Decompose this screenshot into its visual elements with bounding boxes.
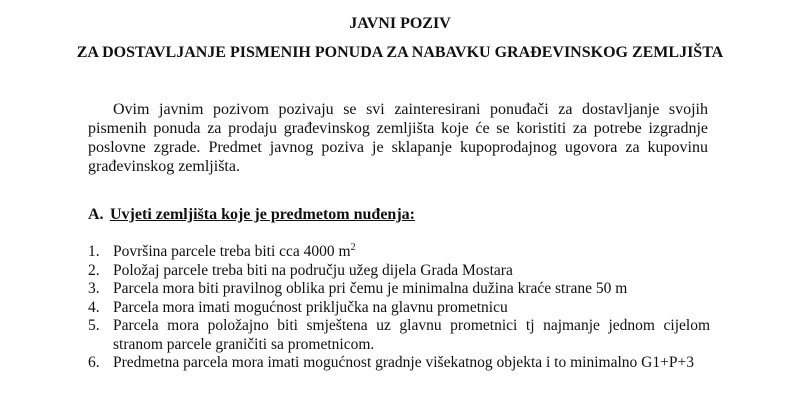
list-item-number: 2.: [88, 261, 100, 279]
list-item-text: Položaj parcele treba biti na području užeg dijela Grada Mostara: [113, 261, 513, 279]
list-item-number: 4.: [88, 298, 100, 316]
list-item: [88, 262, 710, 281]
list-item-content: [113, 243, 710, 262]
list-item-text: Parcela mora imati mogućnost priključka na glavnu prometnicu: [113, 298, 508, 316]
section-heading-text: Uvjeti zemljišta koje je predmetom nuđenja:: [110, 206, 415, 223]
superscript: 2: [350, 242, 356, 253]
list-item-number: 1.: [88, 243, 100, 260]
list-item-number: 3.: [88, 280, 100, 297]
list-item: [88, 243, 710, 262]
section-letter: A.: [88, 206, 104, 223]
list-item: [88, 354, 710, 373]
list-item: [88, 317, 710, 354]
intro-paragraph: Ovim javnim pozivom pozivaju se svi zainteresirani ponuđači za dostavljanje svojih pismenih ponuda za prodaju građevinskog zemljišta koje će se koristiti za potrebe izgradnje poslovne zgrade. Predmet javnog poziva je sklapanje kupoprodajnog ugovora za kupovinu građevinskog zemljišta.: [88, 101, 708, 175]
list-item-text: Parcela mora biti pravilnog oblika pri čemu je minimalna dužina kraće strane 50 m: [113, 280, 628, 297]
list-item-text: Predmetna parcela mora imati mogućnost gradnje višekatnog objekta i to minimalno G1+P+3: [113, 354, 694, 371]
document-subtitle: ZA DOSTAVLJANJE PISMENIH PONUDA ZA NABAVKU GRAĐEVINSKOG ZEMLJIŠTA: [76, 44, 724, 61]
list-item-text: Površina parcele treba biti cca 4000 m: [113, 243, 351, 260]
list-item-text: Parcela mora položajno biti smještena uz glavnu prometnici tj najmanje jednom cijelom stranom parcele graničiti sa prometnicom.: [113, 317, 710, 353]
list-item-number: 6.: [88, 354, 100, 371]
section-heading: [88, 205, 415, 225]
conditions-list: [88, 243, 710, 373]
document-title: JAVNI POZIV: [349, 15, 451, 32]
list-item: [88, 280, 710, 299]
list-item: [88, 299, 710, 318]
list-item-number: 5.: [88, 317, 100, 334]
